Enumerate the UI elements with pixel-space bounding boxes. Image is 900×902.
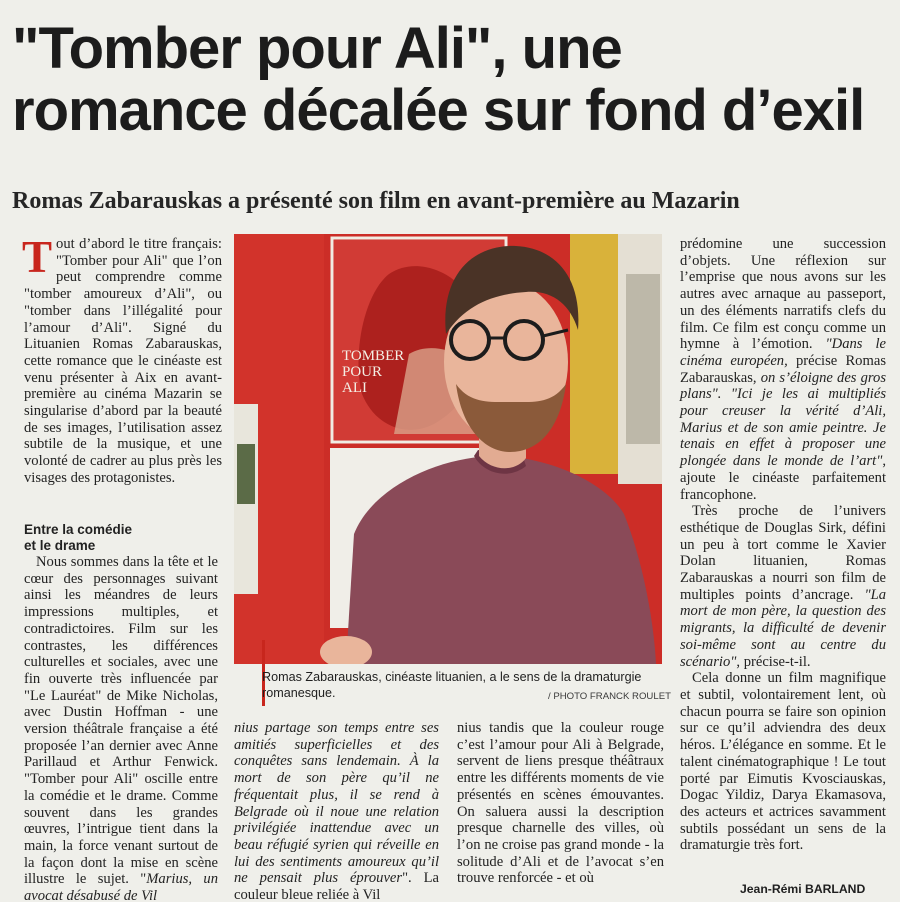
poster-title-2: POUR <box>342 364 383 380</box>
drop-cap: T <box>22 232 53 282</box>
column-2-text: nius partage son temps entre ses amitiés superficielles et des conquêtes sans lendemain. À la mort de son père qu’il ne fréquentait plus, il se rend à Belgrade où il noue une relation privilégiée inattendue avec un beau réfugié syrien qui réveille en lui des sentiments amoureux qu’il ne pensait plus éprouver". La couleur bleue reliée à Vil <box>234 720 439 902</box>
column-1-continued <box>24 522 218 902</box>
photo-credit: / PHOTO FRANCK ROULET <box>548 691 671 702</box>
poster-title-1: TOMBER <box>342 348 405 364</box>
column-4-paragraph-3: Cela donne un film magnifique et subtil, volontairement lent, où chacun pourra se faire son opinion sur ce qu’il adviendra des deux héros. L’élégance en somme. Et le talent cinématographique ! Le tout porté par Eimutis Kvosciauskas, Dogac Yildiz, Darya Ekamasova, des acteurs et actrices savamment subtils possédant un sens de la dramaturgie très fort. <box>680 670 886 854</box>
lead-paragraph-text: out d’abord le titre français: "Tomber pour Ali" que l’on peut comprendre comme "tomber amoureux d’Ali", ou "tomber dans l’illégalité pour l’amour d’Ali". Signé du Lituanien Romas Zabarauskas, cette romance que le cinéaste est venu présenter à Aix en avant-première au cinéma Mazarin se singularise d’abord par la beauté de ses images, l’utilisation assez subtile de la musique, et une volonté de cadrer au plus près les visages des protagonistes. <box>24 236 222 486</box>
article-photo <box>234 234 662 664</box>
subheadline: Romas Zabarauskas a présenté son film en avant-première au Mazarin <box>12 188 740 214</box>
headline-line-1: "Tomber pour Ali", une <box>12 16 622 81</box>
photo-caption: Romas Zabarauskas, cinéaste lituanien, a le sens de la dramaturgie romanesque. <box>262 670 642 700</box>
poster-title-3: ALI <box>342 380 367 396</box>
column-4 <box>680 236 886 854</box>
column-2 <box>234 720 439 902</box>
body-paragraph: Nous sommes dans la tête et le cœur des personnages suivant ainsi les méandres de leurs impressions multiples, et contradictoires. Film sur les contrastes, les différences culturelles et sociales, avec une fin ouverte très influencée par "Le Lauréat" de Mike Nicholas, avec Dustin Hoffman - une version théâtrale française a été proposée l’an dernier avec Anne Parillaud et Arthur Fenwick. "Tomber pour Ali" oscille entre la comédie et le drame. Comme souvent dans les grandes œuvres, l’intrigue tient dans la main, la force venant surtout de la façon dont la mise en scène illustre le sujet. "Marius, un avocat désabusé de Vil <box>24 554 218 902</box>
headline <box>12 18 892 142</box>
column-3-text: nius tandis que la couleur rouge c’est l’amour pour Ali à Belgrade, servent de liens presque théâtraux entre les différents moments de vie présentés en scènes émouvantes. On saluera aussi la description presque charnelle des villes, où l’on ne croise pas grand monde - la solitude d’Ali et de l’avocat s’en trouve renforcée - et où <box>457 720 664 887</box>
column-4-paragraph-1: prédomine une succession d’objets. Une réflexion sur l’emprise que nous avons sur les autres avec arnaque au passeport, un des éléments narratifs clefs du film. Ce film est conçu comme un hymne à l’émotion. "Dans le cinéma européen, précise Romas Zabarauskas, on s’éloigne des gros plans". "Ici je les ai multipliés pour creuser la vérité d’Ali, Marius et de son amie peintre. Je tenais en effet à proposer une plongée dans le monde de l’art", ajoute le cinéaste parfaitement francophone. <box>680 236 886 503</box>
byline: Jean-Rémi BARLAND <box>740 882 866 896</box>
headline-line-2: romance décalée sur fond d’exil <box>12 78 865 143</box>
intertitle: Entre la comédie et le drame <box>24 522 133 553</box>
column-1-lead <box>22 232 222 487</box>
lead-paragraph <box>22 232 222 487</box>
column-4-paragraph-2: Très proche de l’univers esthétique de Douglas Sirk, défini un peu à tort comme le Xavier Dolan lituanien, Romas Zabarauskas a nourri son film de multiples points d’ancrage. "La mort de mon père, la question des migrants, la difficulté de devenir soi-même sont au centre du scénario", précise-t-il. <box>680 503 886 670</box>
photo-illustration <box>234 234 662 664</box>
column-3 <box>457 720 664 887</box>
